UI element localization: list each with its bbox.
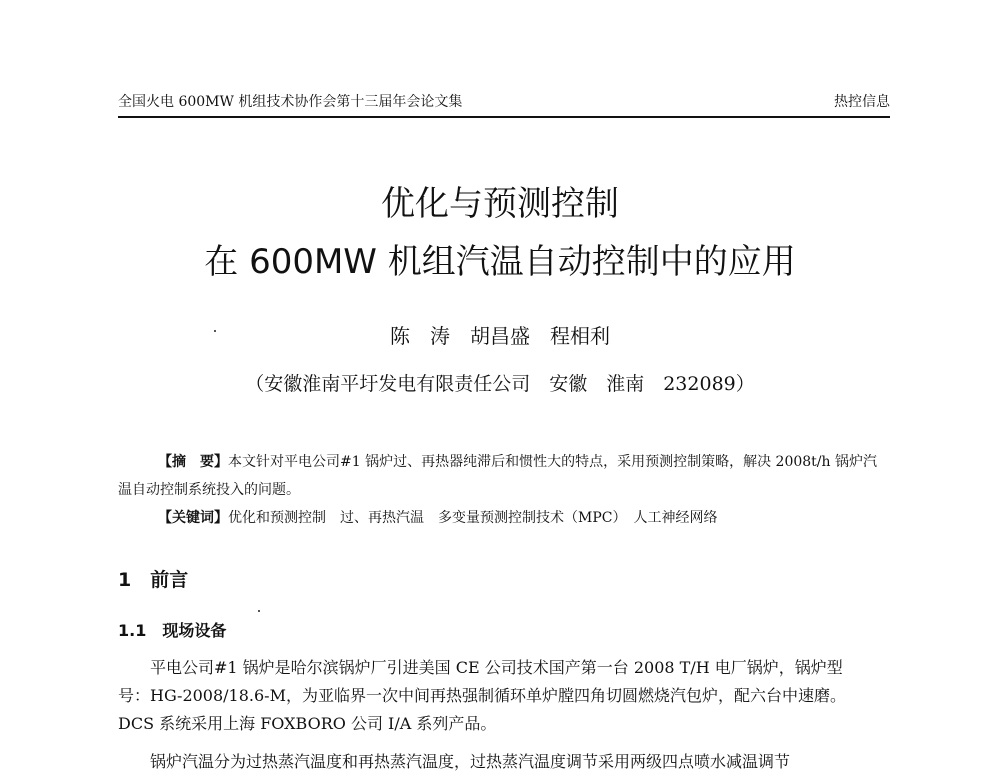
proceedings-title: 全国火电 600MW 机组技术协作会第十三届年会论文集 xyxy=(118,94,463,110)
keywords-text: 优化和预测控制 过、再热汽温 多变量预测控制技术（MPC） 人工神经网络 xyxy=(228,510,718,526)
keywords xyxy=(158,506,717,530)
abstract-label: 【摘 要】 xyxy=(158,454,228,470)
affiliation: （安徽淮南平圩发电有限责任公司 安徽 淮南 232089） xyxy=(245,373,755,395)
body-paragraph xyxy=(118,654,890,738)
scan-speck xyxy=(214,330,216,332)
abstract-text: 本文针对平电公司#1 锅炉过、再热器纯滞后和惯性大的特点，采用预测控制策略，解决 2008t/h 锅炉汽温自动控制系统投入的问题。 xyxy=(118,454,877,498)
body-line: 平电公司#1 锅炉是哈尔滨锅炉厂引进美国 CE 公司技术国产第一台 2008 T/H 电厂锅炉，锅炉型 xyxy=(150,658,843,677)
paper-title-line-1: 优化与预测控制 xyxy=(381,184,619,224)
abstract xyxy=(118,448,890,504)
cut-off-body-line: 锅炉汽温分为过热蒸汽温度和再热蒸汽温度，过热蒸汽温度调节采用两级四点喷水减温调节 xyxy=(150,752,791,771)
subsection-heading: 1.1 现场设备 xyxy=(118,621,227,640)
section-heading: 1 前言 xyxy=(118,569,189,591)
scan-speck xyxy=(258,610,260,612)
keywords-label: 【关键词】 xyxy=(158,510,228,526)
body-line: DCS 系统采用上海 FOXBORO 公司 I/A 系列产品。 xyxy=(118,714,497,733)
author-list: 陈 涛 胡昌盛 程相利 xyxy=(390,324,610,348)
section-tag: 热控信息 xyxy=(834,94,890,110)
running-header xyxy=(118,92,890,118)
body-line: 号：HG-2008/18.6-M，为亚临界一次中间再热强制循环单炉膛四角切圆燃烧汽包炉，配六台中速磨。 xyxy=(118,686,846,705)
paper-title-line-2: 在 600MW 机组汽温自动控制中的应用 xyxy=(204,242,796,282)
